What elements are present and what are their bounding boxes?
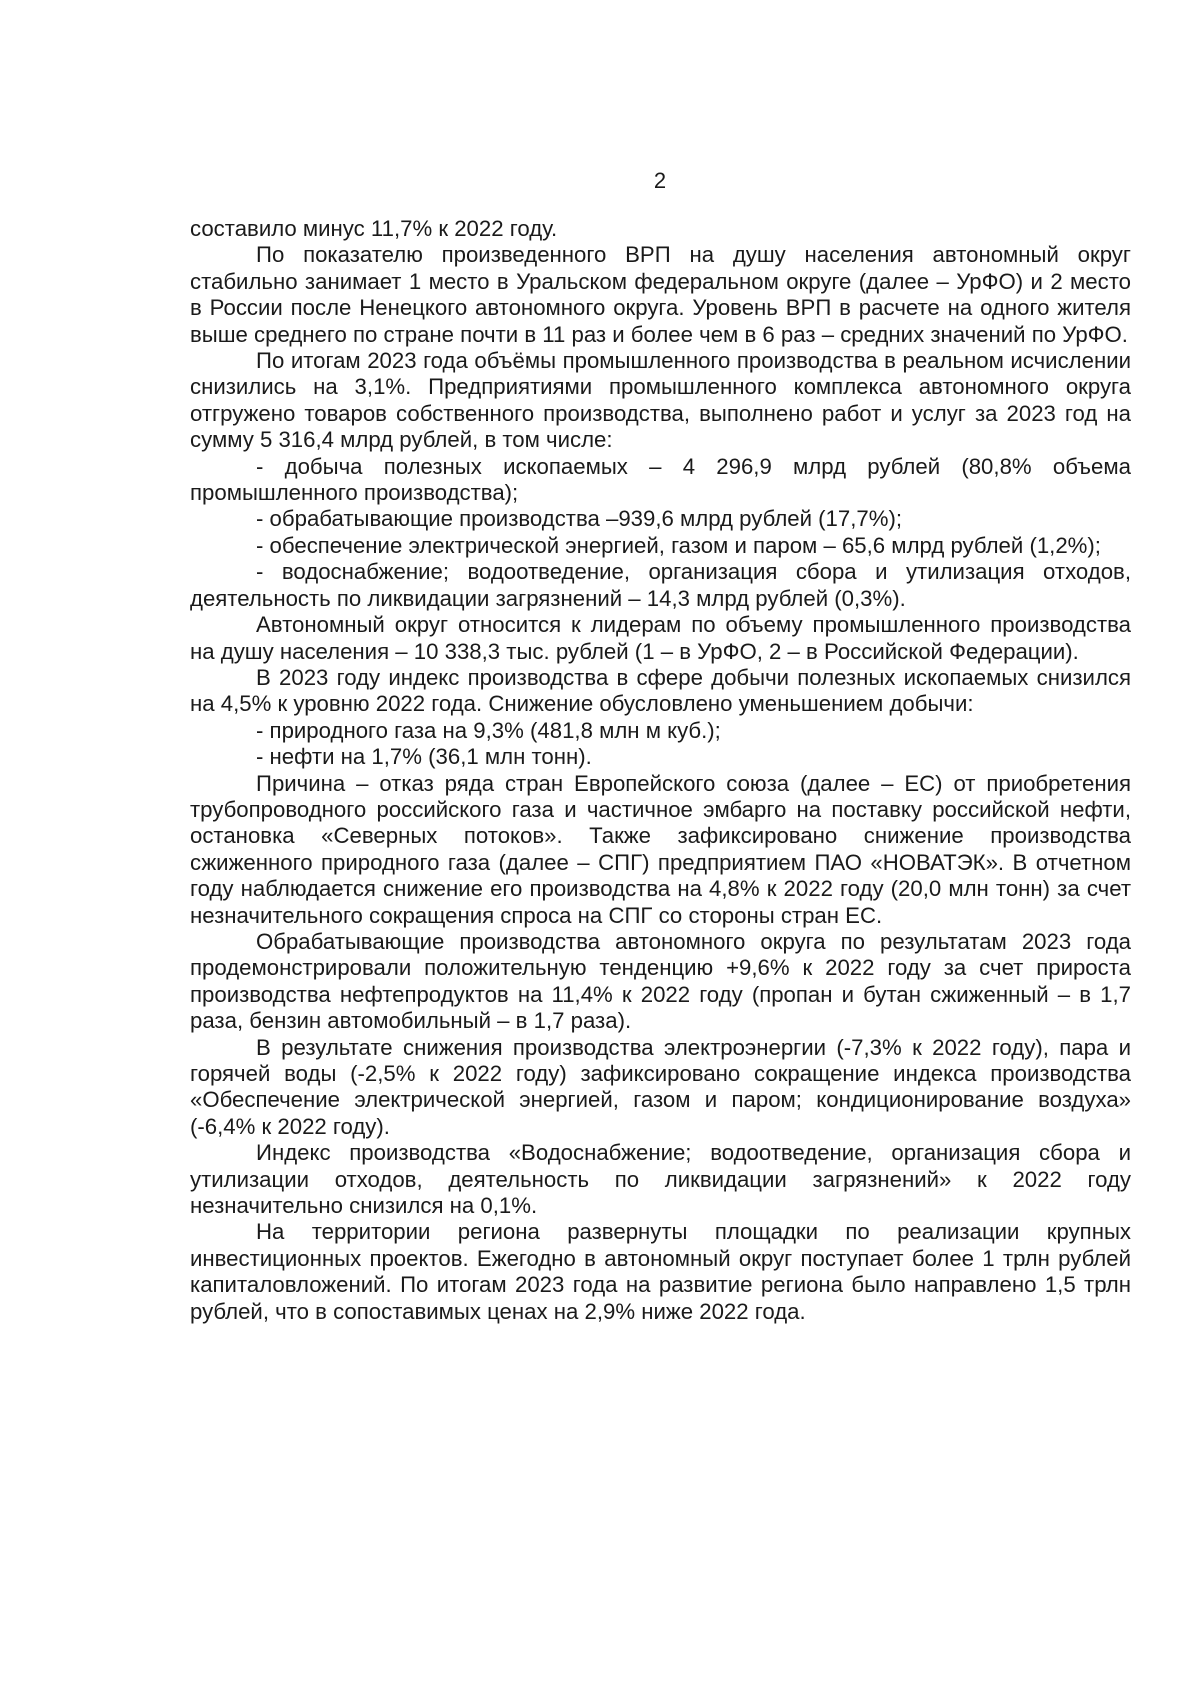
document-body bbox=[190, 216, 1131, 1325]
page-number: 2 bbox=[653, 168, 667, 193]
paragraph: Обрабатывающие производства автономного округа по результатам 2023 года продемонстрировали положительную тенденцию +9,6% к 2022 году за счет прироста производства нефтепродуктов на 11,4% к 2022 году (пропан и бутан сжиженный – в 1,7 раза, бензин автомобильный – в 1,7 раза). bbox=[190, 928, 1131, 1034]
paragraph: составило минус 11,7% к 2022 году. bbox=[190, 216, 558, 241]
list-item: - обеспечение электрической энергией, газом и паром – 65,6 млрд рублей (1,2%); bbox=[256, 532, 1101, 558]
paragraph: На территории региона развернуты площадки по реализации крупных инвестиционных проектов. Ежегодно в автономный округ поступает более 1 трлн рублей капиталовложений. По итогам 2023 года на развитие региона было направлено 1,5 трлн рублей, что в сопоставимых ценах на 2,9% ниже 2022 года. bbox=[190, 1219, 1131, 1324]
paragraph: Причина – отказ ряда стран Европейского союза (далее – ЕС) от приобретения трубопроводного российского газа и частичное эмбарго на поставку российской нефти, остановка «Северных потоков». Также зафиксировано снижение производства сжиженного природного газа (далее – СПГ) предприятием ПАО «НОВАТЭК». В отчетном году наблюдается снижение его производства на 4,8% к 2022 году (20,0 млн тонн) за счет незначительного сокращения спроса на СПГ со стороны стран ЕС. bbox=[190, 770, 1131, 928]
paragraph: Автономный округ относится к лидерам по объему промышленного производства на душу населения – 10 338,3 тыс. рублей (1 – в УрФО, 2 – в Российской Федерации). bbox=[190, 612, 1131, 664]
list-item: - природного газа на 9,3% (481,8 млн м куб.); bbox=[256, 717, 721, 743]
paragraph: Индекс производства «Водоснабжение; водоотведение, организация сбора и утилизации отходов, деятельность по ликвидации загрязнений» к 2022 году незначительно снизился на 0,1%. bbox=[190, 1140, 1131, 1219]
list-item: - добыча полезных ископаемых – 4 296,9 млрд рублей (80,8% объема промышленного производства); bbox=[190, 453, 1131, 506]
paragraph: В результате снижения производства электроэнергии (-7,3% к 2022 году), пара и горячей воды (-2,5% к 2022 году) зафиксировано сокращение индекса производства «Обеспечение электрической энергией, газом и паром; кондиционирование воздуха» (-6,4% к 2022 году). bbox=[190, 1034, 1131, 1139]
list-item: - обрабатывающие производства –939,6 млрд рублей (17,7%); bbox=[256, 506, 903, 532]
paragraph: По показателю произведенного ВРП на душу населения автономный округ стабильно занимает 1 место в Уральском федеральном округе (далее – УрФО) и 2 место в России после Ненецкого автономного округа. Уровень ВРП в расчете на одного жителя выше среднего по стране почти в 11 раз и более чем в 6 раз – средних значений по УрФО. bbox=[190, 242, 1131, 347]
list-item: - нефти на 1,7% (36,1 млн тонн). bbox=[256, 744, 592, 770]
paragraph: В 2023 году индекс производства в сфере добычи полезных ископаемых снизился на 4,5% к уровню 2022 года. Снижение обусловлено уменьшением добычи: bbox=[190, 664, 1131, 717]
paragraph: По итогам 2023 года объёмы промышленного производства в реальном исчислении снизились на 3,1%. Предприятиями промышленного комплекса автономного округа отгружено товаров собственного производства, выполнено работ и услуг за 2023 год на сумму 5 316,4 млрд рублей, в том числе: bbox=[190, 348, 1131, 453]
list-item: - водоснабжение; водоотведение, организация сбора и утилизация отходов, деятельность по ликвидации загрязнений – 14,3 млрд рублей (0,3%). bbox=[190, 559, 1131, 611]
